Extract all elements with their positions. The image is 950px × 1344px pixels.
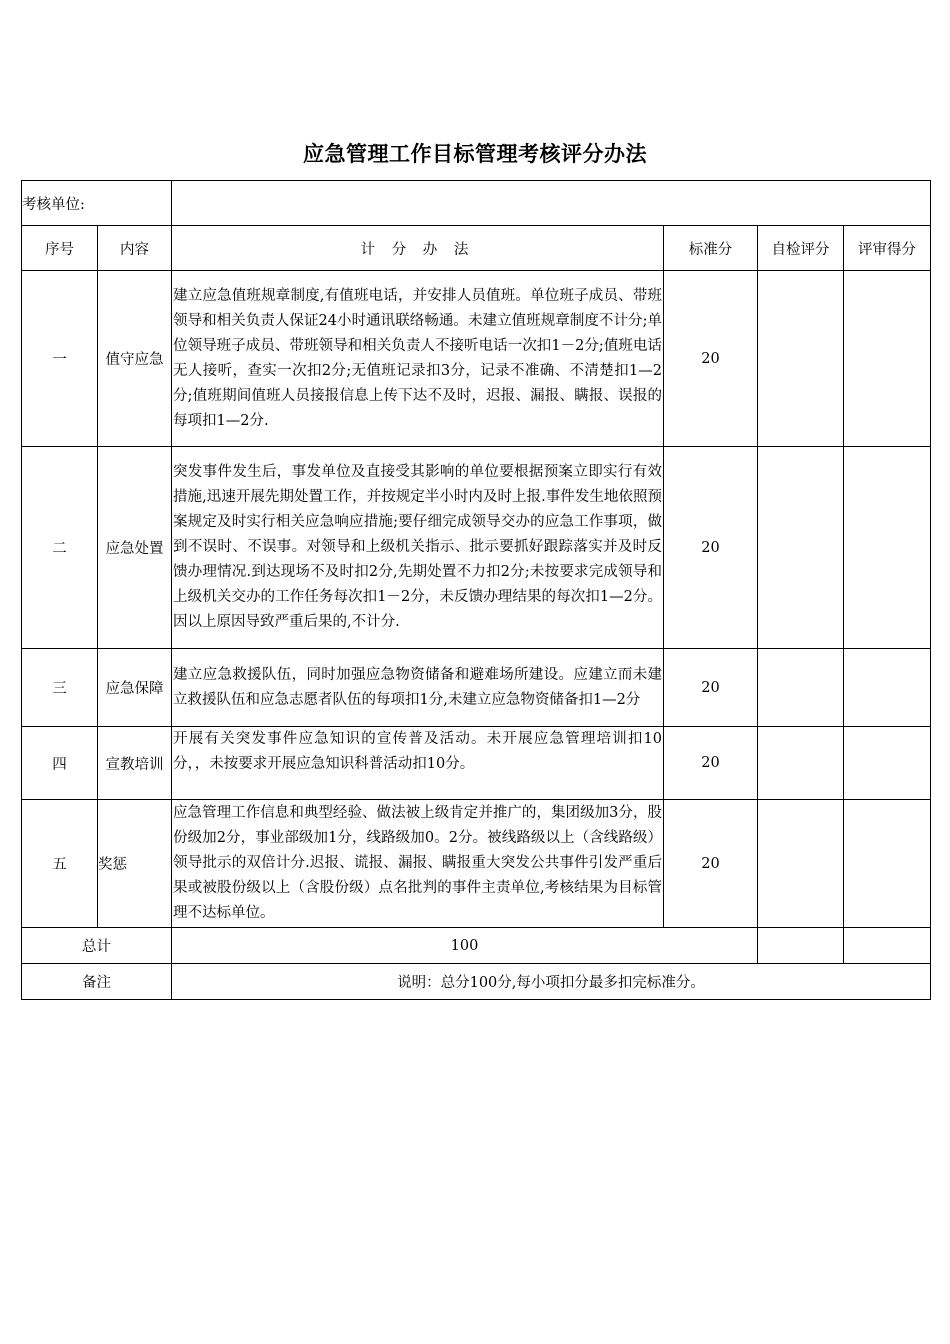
table-row bbox=[22, 649, 931, 727]
table-row bbox=[22, 271, 931, 447]
row-review-score bbox=[844, 800, 931, 928]
remark-label: 备注 bbox=[22, 964, 172, 1000]
row-review-score bbox=[844, 447, 931, 649]
table-row bbox=[22, 727, 931, 800]
row-self-score bbox=[758, 800, 844, 928]
row-standard: 20 bbox=[664, 649, 758, 727]
row-seq: 二 bbox=[22, 447, 98, 649]
row-method: 开展有关突发事件应急知识的宣传普及活动。未开展应急管理培训扣10分，，未按要求开展应急知识科普活动扣10分。 bbox=[172, 727, 664, 800]
total-review-score bbox=[844, 928, 931, 964]
row-standard: 20 bbox=[664, 447, 758, 649]
row-seq: 三 bbox=[22, 649, 98, 727]
row-review-score bbox=[844, 649, 931, 727]
total-self-score bbox=[758, 928, 844, 964]
row-method: 突发事件发生后，事发单位及直接受其影响的单位要根据预案立即实行有效措施,迅速开展先期处置工作，并按规定半小时内及时上报.事件发生地依照预案规定及时实行相关应急响应措施;要仔细完成领导交办的应急工作事项，做到不误时、不误事。对领导和上级机关指示、批示要抓好跟踪落实并及时反馈办理情况.到达现场不及时扣2分,先期处置不力扣2分;未按要求完成领导和上级机关交办的工作任务每次扣1－2分，未反馈办理结果的每次扣1—2分。因以上原因导致严重后果的,不计分. bbox=[172, 447, 664, 649]
table-row bbox=[22, 800, 931, 928]
document-title: 应急管理工作目标管理考核评分办法 bbox=[303, 141, 647, 166]
row-standard: 20 bbox=[664, 800, 758, 928]
row-method: 应急管理工作信息和典型经验、做法被上级肯定并推广的，集团级加3分，股份级加2分，事业部级加1分，线路级加0。2分。被线路级以上（含线路级）领导批示的双倍计分.迟报、谎报、漏报、瞒报重大突发公共事件引发严重后果或被股份级以上（含股份级）点名批判的事件主责单位,考核结果为目标管理不达标单位。 bbox=[172, 800, 664, 928]
row-content: 应急保障 bbox=[98, 649, 172, 727]
row-content: 宣教培训 bbox=[98, 727, 172, 800]
row-self-score bbox=[758, 649, 844, 727]
unit-row bbox=[22, 181, 931, 226]
row-content: 值守应急 bbox=[98, 271, 172, 447]
row-method: 建立应急救援队伍，同时加强应急物资储备和避难场所建设。应建立而未建立救援队伍和应急志愿者队伍的每项扣1分,未建立应急物资储备扣1—2分 bbox=[172, 649, 664, 727]
total-row bbox=[22, 928, 931, 964]
row-standard: 20 bbox=[664, 727, 758, 800]
header-self: 自检评分 bbox=[758, 226, 844, 271]
header-review: 评审得分 bbox=[844, 226, 931, 271]
row-content: 应急处置 bbox=[98, 447, 172, 649]
remark-value: 说明：总分100分,每小项扣分最多扣完标准分。 bbox=[172, 964, 931, 1000]
row-review-score bbox=[844, 271, 931, 447]
header-row bbox=[22, 226, 931, 271]
row-seq: 一 bbox=[22, 271, 98, 447]
header-standard: 标准分 bbox=[664, 226, 758, 271]
total-label: 总计 bbox=[22, 928, 172, 964]
row-standard: 20 bbox=[664, 271, 758, 447]
scoring-table bbox=[21, 180, 931, 1000]
row-seq: 四 bbox=[22, 727, 98, 800]
row-seq: 五 bbox=[22, 800, 98, 928]
row-self-score bbox=[758, 727, 844, 800]
header-seq: 序号 bbox=[22, 226, 98, 271]
header-method: 计 分 办 法 bbox=[172, 226, 664, 271]
remark-row bbox=[22, 964, 931, 1000]
unit-value-cell bbox=[172, 181, 931, 226]
row-self-score bbox=[758, 271, 844, 447]
row-self-score bbox=[758, 447, 844, 649]
total-value: 100 bbox=[172, 928, 758, 964]
table-row bbox=[22, 447, 931, 649]
row-content: 奖惩 bbox=[98, 800, 172, 928]
row-review-score bbox=[844, 727, 931, 800]
header-content: 内容 bbox=[98, 226, 172, 271]
unit-label: 考核单位: bbox=[22, 181, 172, 226]
row-method: 建立应急值班规章制度,有值班电话，并安排人员值班。单位班子成员、带班领导和相关负责人保证24小时通讯联络畅通。未建立值班规章制度不计分;单位领导班子成员、带班领导和相关负责人不接听电话一次扣1－2分;值班电话无人接听，查实一次扣2分;无值班记录扣3分，记录不准确、不清楚扣1—2分;值班期间值班人员接报信息上传下达不及时，迟报、漏报、瞒报、误报的每项扣1—2分. bbox=[172, 271, 664, 447]
